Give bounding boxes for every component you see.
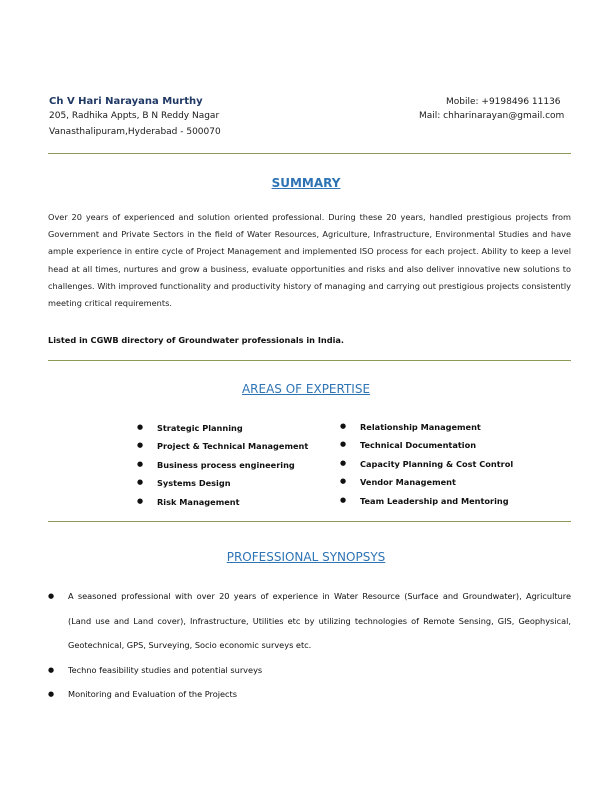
bullet-icon: ● [340,477,347,486]
list-item: ● A seasoned professional with over 20 years of experience in Water Resource (Surface and Groundwater), Agriculture (Land use and Land cover), Infrastructure, Utilities etc by utilizing technologies of Remote Sensing, GIS, Geophysical, Geotechnical, GPS, Surveying, Socio economic surveys etc. [48,584,571,658]
address-line-1: 205, Radhika Appts, B N Reddy Nagar [49,111,220,121]
bullet-icon: ● [137,478,144,487]
divider [48,153,571,154]
expertise-heading: AREAS OF EXPERTISE [241,382,371,396]
list-item: ● Technical Documentation [340,440,477,451]
bullet-icon: ● [340,458,347,467]
bullet-icon: ● [340,422,347,430]
list-item: ● Monitoring and Evaluation of the Projects [48,682,571,707]
bullet-icon: ● [137,459,144,468]
bullet-icon: ● [48,665,55,674]
divider [48,360,571,361]
list-item: ● Relationship Management [340,422,481,432]
list-item: ● Techno feasibility studies and potential surveys [48,658,571,683]
address-line-2: Vanasthalipuram,Hyderabad - 500070 [49,127,221,137]
mobile-number: Mobile: +9198496 11136 [446,97,561,107]
list-item: ● Team Leadership and Mentoring [340,495,509,506]
email-address: Mail: chharinarayan@gmail.com [419,111,565,121]
list-item: ● Business process engineering [137,459,295,470]
list-item: ● Systems Design [137,478,231,489]
summary-paragraph: Over 20 years of experienced and solution oriented professional. During these 20 years, handled prestigious projects from Government and Private Sectors in the field of Water Resources, Agriculture, Infrastructure, Environmental Studies and have ample experience in entire cycle of Project Management and implemented ISO process for each project. Ability to keep a level head at all times, nurtures and grow a business, evaluate opportunities and risks and also deliver innovative new solutions to challenges. With improved functionality and productivity history of managing and carrying out prestigious projects consistently meeting critical requirements. [48,212,571,309]
list-item: ● Project & Technical Management [137,441,309,452]
bullet-icon: ● [48,592,55,600]
expertise-left-list [137,423,308,515]
bullet-icon: ● [340,440,347,449]
bullet-icon: ● [340,495,347,504]
bullet-icon: ● [137,423,144,431]
divider [48,521,571,522]
synopsis-heading: PROFESSIONAL SYNOPSYS [226,550,386,564]
cgwb-listing: Listed in CGWB directory of Groundwater professionals in India. [48,335,345,345]
list-item: ● Vendor Management [340,477,456,488]
candidate-name: Ch V Hari Narayana Murthy [49,96,203,107]
list-item: ● Risk Management [137,496,240,507]
list-item: ● Strategic Planning [137,423,243,433]
bullet-icon: ● [137,496,144,505]
list-item: ● Capacity Planning & Cost Control [340,458,514,469]
bullet-icon: ● [48,690,55,698]
expertise-right-list [340,422,513,514]
synopsis-list [48,584,571,707]
summary-heading: SUMMARY [271,176,341,190]
bullet-icon: ● [137,441,144,450]
